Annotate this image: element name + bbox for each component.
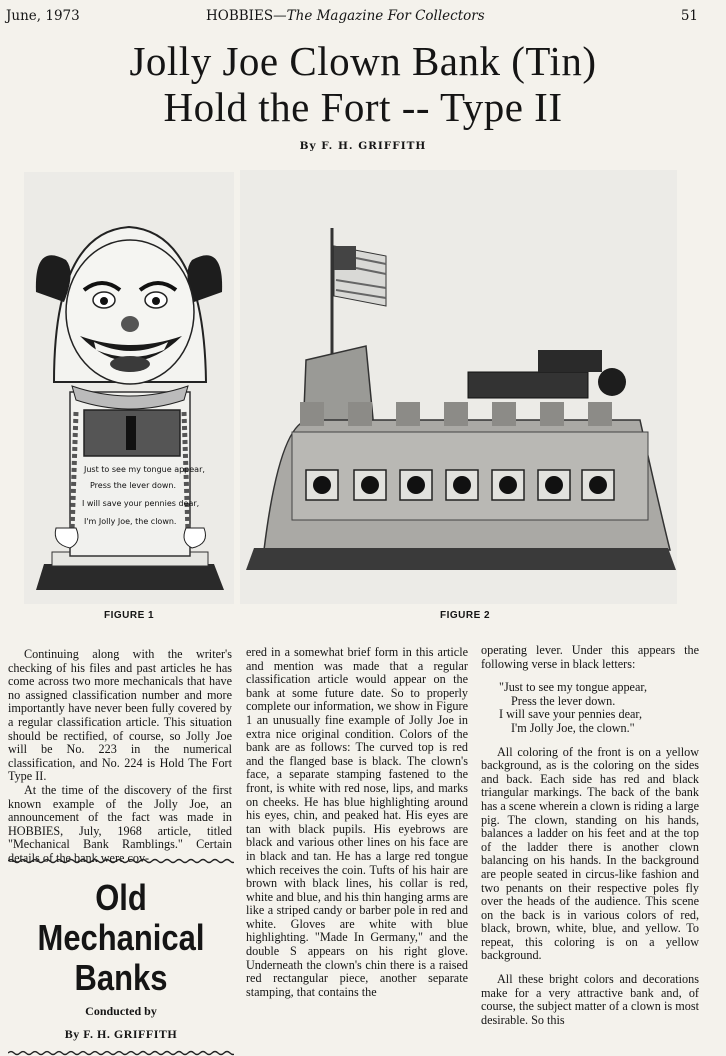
figure-2-photo [240, 170, 677, 604]
paragraph: At the time of the discovery of the first known example of the Jolly Joe, an announcement of the fact was made in HOBBIES, July, 1968 article, titled "Mechanical Bank Ramblings." Certain details of the bank were cov- [8, 782, 232, 865]
bank-verse-2: Press the lever down. [90, 481, 177, 490]
conducted-by: Conducted by [85, 1004, 157, 1018]
figure-1-caption: FIGURE 1 [104, 610, 155, 621]
column-2 [246, 646, 468, 999]
figure-2-caption: FIGURE 2 [440, 610, 491, 621]
title-line-2: Hold the Fort -- Type II [163, 84, 563, 130]
title-line-1: Jolly Joe Clown Bank (Tin) [129, 38, 597, 84]
wavy-rule-top [8, 858, 234, 864]
verse [499, 681, 699, 735]
magazine-title: HOBBIES [206, 8, 274, 24]
figure-1-photo [24, 172, 234, 604]
clown-bank-illustration [24, 172, 234, 604]
fort-bank-illustration [240, 170, 677, 604]
magazine-name [206, 8, 485, 24]
running-header [6, 8, 698, 26]
bank-verse-4: I'm Jolly Joe, the clown. [84, 517, 177, 526]
issue-date: June, 1973 [6, 8, 80, 24]
paragraph: All coloring of the front is on a yellow background, as is the coloring on the sides and back. Each side has red and black triangular markings. The back of the bank has a scene wherein a clown is riding a large pig. The clown, standing on his hands, balances a ladder on his feet and at the top of the ladder there is another clown balancing on his hands. In the background are people seated in circus-like fashion and two penants on their respective poles fly over the heads of the audience. This scene on the back is in various colors of red, black, brown, white, blue, and yellow. To repeat, this coloring is on a yellow background. [481, 744, 699, 963]
paragraph: operating lever. Under this appears the following verse in black letters: [481, 643, 699, 671]
byline: By F. H. GRIFFITH [299, 140, 427, 152]
column-3 [481, 644, 699, 1027]
department-author: By F. H. GRIFFITH [64, 1027, 178, 1041]
verse-line: I'm Jolly Joe, the clown." [511, 720, 635, 735]
paragraph: ered in a somewhat brief form in this article and mention was made that a regular classification article would appear on the bank at some future date. So to properly complete our information, we show in Figure 1 an unusually fine example of Jolly Joe in extra nice original condition. Colors of the bank are as follows: The curved top is red and the flanged base is black. The clown's face, a separate stamping fastened to the front, is white with red nose, lips, and marks on cheeks. He has blue highlighting around his eyes, chin, and peaked hat. His eyes are tan with black pupils. His eyebrows are black and various other lines on his face are in black and tan. He has a large red tongue which receives the coin. Tufts of his hair are brown with black lines, his collar is red, white and blue, and his thin hanging arms are like a striped candy or barber pole in red and white. Gloves are white with blue highlighting. "Made In Germany," and the double S appears on his right glove. Underneath the clown's chin there is a raised red rectangular piece, another separate stamping, that contains the [246, 645, 468, 999]
bank-verse-3: I will save your pennies dear, [82, 499, 200, 508]
verse-line: "Just to see my tongue appear, [499, 680, 647, 695]
article-title [0, 38, 726, 130]
paragraph: Continuing along with the writer's checking of his files and past articles he has come across two more mechanicals that have no assigned classification number and more importantly have never been fully covered by a regular classification article. This situation should be rectified, of course, so Jolly Joe will be No. 223 in the numerical classification, and No. 224 is Hold The Fort Type II. [8, 647, 232, 784]
department-title-line-1: Old Mechanical [37, 877, 205, 958]
wavy-rule-bottom [8, 1050, 234, 1056]
verse-line: I will save your pennies dear, [499, 707, 643, 722]
verse-line: Press the lever down. [511, 693, 616, 708]
column-1 [8, 648, 232, 866]
paragraph: All these bright colors and decorations make for a very attractive bank and, of course, the subject matter of a clown is most desirable. So this [481, 972, 699, 1027]
department-title-line-2: Banks [74, 957, 168, 998]
magazine-tagline: —The Magazine For Collectors [273, 8, 485, 24]
department-box [8, 858, 234, 1056]
page-number: 51 [680, 8, 698, 24]
bank-verse-1: Just to see my tongue appear, [84, 465, 205, 474]
